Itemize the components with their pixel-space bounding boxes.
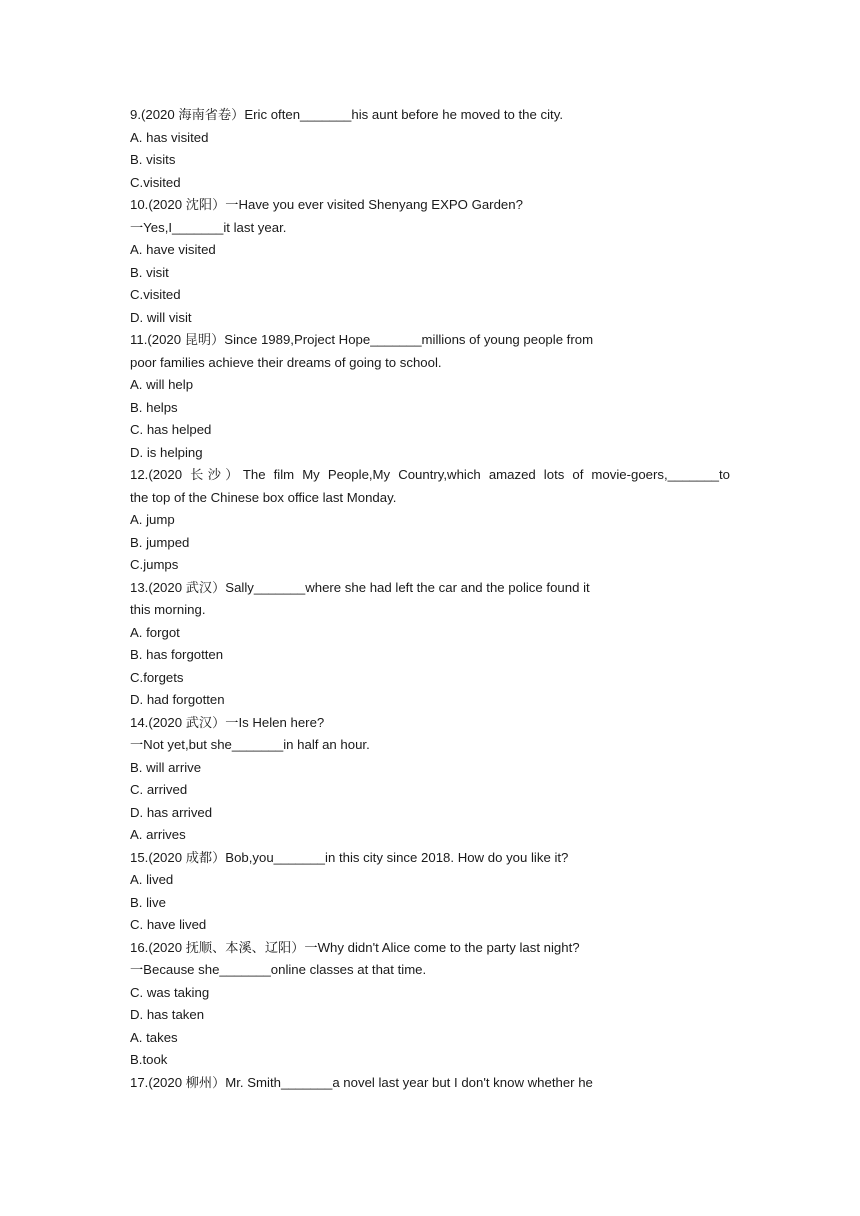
answer-option: A. lived [130,872,174,887]
answer-option: D. has taken [130,1007,205,1022]
answer-option: C. have lived [130,917,207,932]
question-12 [130,464,730,577]
question-16 [130,937,730,1072]
answer-option: C.visited [130,287,181,302]
answer-option: D. had forgotten [130,692,225,707]
question-stem: 15.(2020 成都）Bob,you_______in this city since 2018. How do you like it? [130,849,569,865]
answer-option: A. has visited [130,129,209,145]
question-stem: 一Not yet,but she_______in half an hour. [130,737,370,752]
question-stem: 9.(2020 海南省卷）Eric often_______his aunt before he moved to the city. [130,107,563,122]
answer-option: C. has helped [130,422,212,437]
question-15 [130,847,730,937]
answer-option: D. has arrived [130,804,213,820]
question-stem: poor families achieve their dreams of going to school. [130,354,442,370]
question-stem: 16.(2020 抚顺、本溪、辽阳）一Why didn't Alice come to the party last night? [130,939,580,955]
question-stem: 12.(2020 长沙）The film My People,My Country,which amazed lots of movie-goers,_______to [130,467,730,482]
answer-option: B. will arrive [130,759,202,775]
question-stem: 一Because she_______online classes at that time. [130,962,427,977]
question-14 [130,712,730,847]
question-17 [130,1072,730,1095]
question-stem: 一Yes,I_______it last year. [130,219,287,235]
answer-option: A. have visited [130,242,216,257]
question-stem: 17.(2020 柳州）Mr. Smith_______a novel last year but I don't know whether he [130,1074,593,1090]
answer-option: B. visit [130,264,169,280]
question-10 [130,194,730,329]
answer-option: D. is helping [130,444,203,460]
answer-option: A. takes [130,1029,178,1045]
question-stem: 10.(2020 沈阳）一Have you ever visited Shenyang EXPO Garden? [130,197,523,212]
answer-option: B. helps [130,399,178,415]
question-11 [130,329,730,464]
answer-option: B.took [130,1052,168,1067]
question-9 [130,104,730,194]
answer-option: B. has forgotten [130,647,224,662]
answer-option: A. will help [130,377,194,392]
answer-option: A. arrives [130,827,186,842]
question-stem: 14.(2020 武汉）一Is Helen here? [130,714,325,730]
answer-option: C.jumps [130,557,179,572]
question-stem: the top of the Chinese box office last Monday. [130,489,397,505]
question-13 [130,577,730,712]
question-stem: this morning. [130,602,206,617]
answer-option: B. jumped [130,534,190,550]
answer-option: D. will visit [130,309,192,325]
answer-option: B. visits [130,152,176,167]
document-page [130,104,730,1094]
answer-option: C. arrived [130,782,188,797]
question-stem: 13.(2020 武汉）Sally_______where she had left the car and the police found it [130,579,590,595]
answer-option: A. forgot [130,624,180,640]
answer-option: C.forgets [130,669,184,685]
answer-option: C. was taking [130,984,210,1000]
answer-option: C.visited [130,174,181,190]
answer-option: B. live [130,894,166,910]
answer-option: A. jump [130,512,175,527]
question-stem: 11.(2020 昆明）Since 1989,Project Hope_______millions of young people from [130,332,594,347]
